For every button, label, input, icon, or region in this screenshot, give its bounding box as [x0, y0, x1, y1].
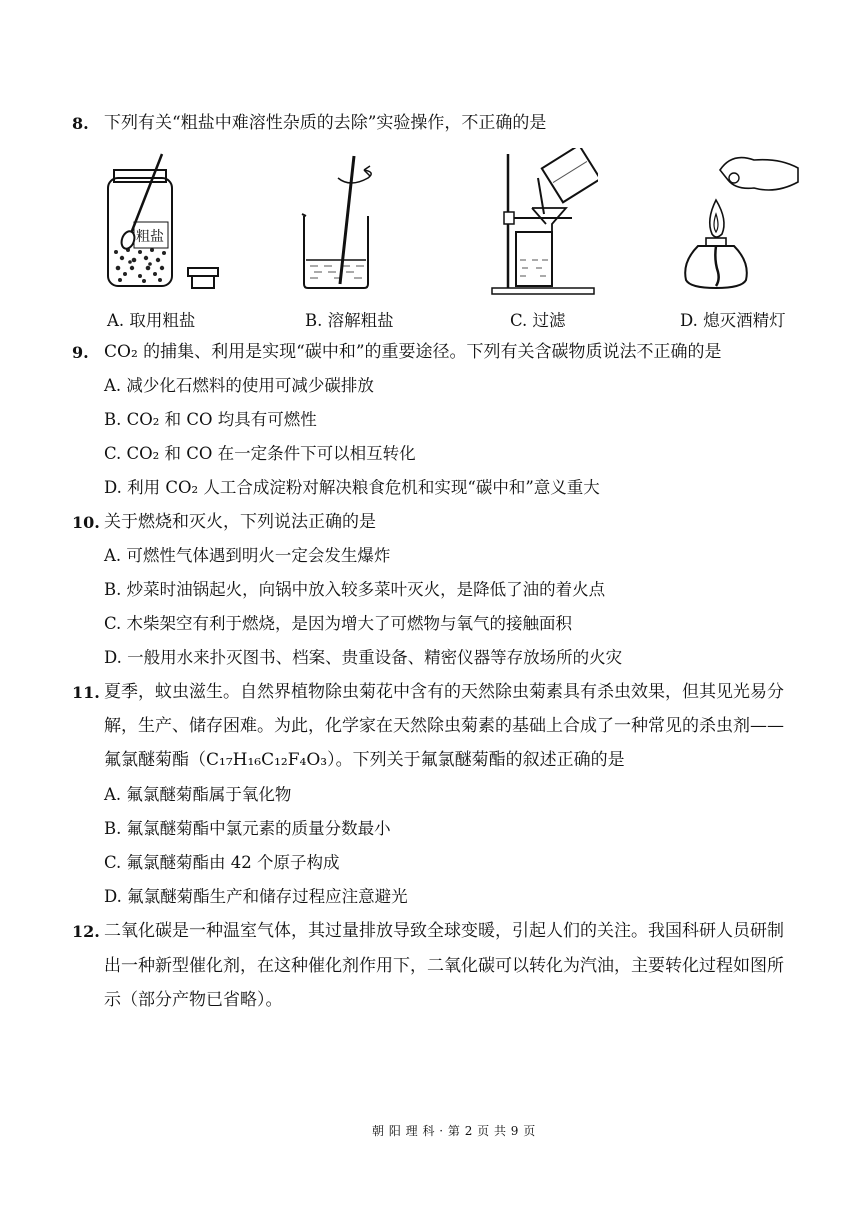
question-11-line-3: 氟氯醚菊酯（C₁₇H₁₆C₁₂F₄O₃）。下列关于氟氯醚菊酯的叙述正确的是	[104, 750, 625, 770]
figure-d-extinguish-lamp	[676, 148, 806, 298]
caption-b: B. 溶解粗盐	[305, 311, 394, 330]
question-12-line-2: 出一种新型催化剂，在这种催化剂作用下，二氧化碳可以转化为汽油，主要转化过程如图所	[104, 956, 784, 976]
question-8-text: 下列有关“粗盐中难溶性杂质的去除”实验操作，不正确的是	[104, 113, 547, 133]
q11-option-a: A. 氟氯醚菊酯属于氧化物	[104, 785, 292, 804]
question-9-number: 9.	[72, 343, 89, 362]
figure-c-filtration	[488, 148, 598, 298]
jar-label: 粗盐	[136, 229, 164, 245]
q9-option-a: A. 减少化石燃料的使用可减少碳排放	[104, 376, 374, 395]
question-11-line-2: 解，生产、储存困难。为此，化学家在天然除虫菊素的基础上合成了一种常见的杀虫剂——	[104, 716, 784, 736]
q10-option-a: A. 可燃性气体遇到明火一定会发生爆炸	[104, 546, 391, 565]
q9-option-c: C. CO₂ 和 CO 在一定条件下可以相互转化	[104, 444, 416, 463]
q9-option-d: D. 利用 CO₂ 人工合成淀粉对解决粮食危机和实现“碳中和”意义重大	[104, 478, 600, 497]
question-11-number: 11.	[72, 683, 100, 702]
question-11-line-1: 夏季，蚊虫滋生。自然界植物除虫菊花中含有的天然除虫菊素具有杀虫效果，但其见光易分	[104, 682, 784, 702]
question-10-number: 10.	[72, 513, 100, 532]
q11-option-c: C. 氟氯醚菊酯由 42 个原子构成	[104, 853, 340, 872]
question-12-number: 12.	[72, 922, 100, 941]
figure-a-take-salt	[100, 148, 230, 298]
q10-option-d: D. 一般用水来扑灭图书、档案、贵重设备、精密仪器等存放场所的火灾	[104, 648, 623, 667]
q10-option-c: C. 木柴架空有利于燃烧，是因为增大了可燃物与氧气的接触面积	[104, 614, 573, 633]
page-footer: 朝 阳 理 科 · 第 2 页 共 9 页	[372, 1124, 536, 1138]
question-9-text: CO₂ 的捕集、利用是实现“碳中和”的重要途径。下列有关含碳物质说法不正确的是	[104, 342, 722, 362]
question-12-line-3: 示（部分产物已省略）。	[104, 990, 283, 1010]
question-10-text: 关于燃烧和灭火，下列说法正确的是	[104, 512, 376, 532]
question-8-number: 8.	[72, 114, 89, 133]
figure-b-dissolve-salt	[298, 148, 388, 298]
caption-d: D. 熄灭酒精灯	[680, 311, 786, 330]
caption-c: C. 过滤	[510, 311, 566, 330]
q9-option-b: B. CO₂ 和 CO 均具有可燃性	[104, 410, 317, 429]
q11-option-d: D. 氟氯醚菊酯生产和储存过程应注意避光	[104, 887, 408, 906]
question-12-line-1: 二氧化碳是一种温室气体，其过量排放导致全球变暖，引起人们的关注。我国科研人员研制	[104, 921, 784, 941]
caption-a: A. 取用粗盐	[107, 311, 196, 330]
q10-option-b: B. 炒菜时油锅起火，向锅中放入较多菜叶灭火，是降低了油的着火点	[104, 580, 606, 599]
q11-option-b: B. 氟氯醚菊酯中氯元素的质量分数最小	[104, 819, 391, 838]
